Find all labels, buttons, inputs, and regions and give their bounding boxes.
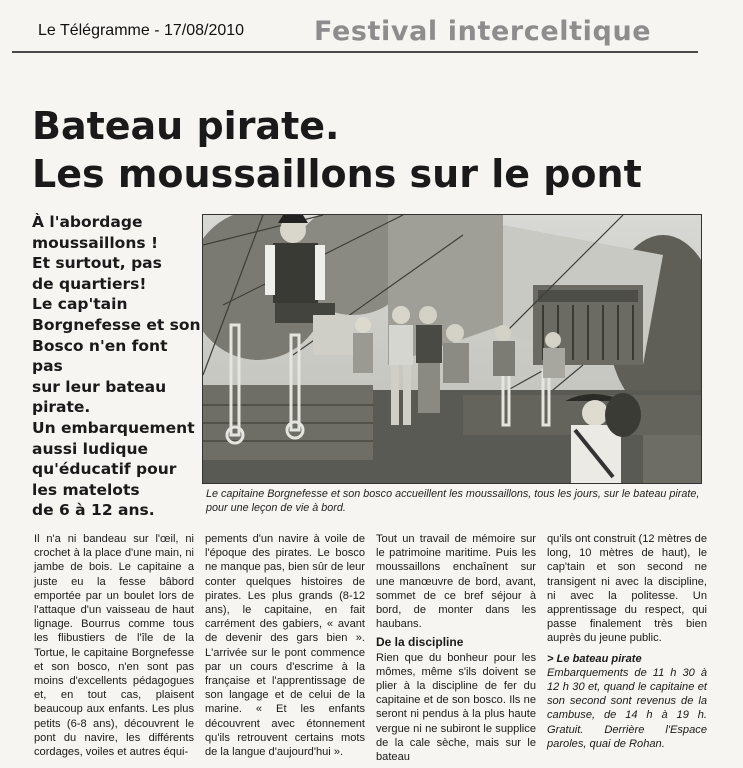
- article-column-1: [34, 532, 194, 759]
- column-text: Rien que du bonheur pour les mômes, même s'ils doivent se plier à la discipline de fer du capitaine et de son bosco. Ils ne seront ni pendus à la plus haute vergue ni ne subiront le supplice de la cale sèche, mais sur le bateau: [376, 651, 536, 764]
- pirate-ship-photo-illustration: [203, 215, 701, 483]
- lead-line: sur leur bateau: [32, 377, 167, 396]
- article-column-4: [547, 532, 707, 751]
- column-text: Tout un travail de mémoire sur le patrimoine maritime. Puis les moussaillons enchaînent sur une manœuvre de bord, avant, sommet de ce bref séjour à bord, de monter dans les haubans.: [376, 533, 536, 631]
- header-divider: [12, 51, 698, 53]
- article-column-2: [205, 532, 365, 759]
- lead-line: de 6 à 12 ans.: [32, 501, 155, 520]
- lead-line: pirate.: [32, 398, 91, 417]
- column-text: Il n'a ni bandeau sur l'œil, ni crochet à la place d'une main, ni jambe de bois. Le capitaine a juste eu la fesse bâbord emportée par un boulet lors de l'attaque d'un vaisseau de haut lignage. Bourrus comme tous les flibustiers de l'île de la Tortue, le capitaine Borgnefesse et son bosco, n'en sont pas moins d'excellents pédagogues et, en tout cas, plaisent beaucoup aux enfants. Les plus petits (6-8 ans), découvrent le pont du navire, les différents cordages, voiles et autres équi-: [34, 533, 194, 759]
- article-headline: [32, 102, 642, 198]
- lead-line: Le cap'tain: [32, 295, 128, 314]
- photo-caption: Le capitaine Borgnefesse et son bosco accueillent les moussaillons, tous les jours, sur le bateau pirate, pour une leçon de vie à bord.: [206, 488, 700, 514]
- lead-line: moussaillons !: [32, 233, 159, 252]
- lead-line: Un embarquement: [32, 418, 195, 437]
- lead-line: les matelots: [32, 480, 140, 499]
- lead-line: Bosco n'en font pas: [32, 336, 168, 376]
- headline-line-2: Les moussaillons sur le pont: [32, 152, 642, 196]
- article-lead: [32, 212, 202, 521]
- lead-line: qu'éducatif pour: [32, 460, 177, 479]
- section-title: Festival interceltique: [314, 16, 652, 47]
- subheading: De la discipline: [376, 635, 464, 650]
- info-box-text: Embarquements de 11 h 30 à 12 h 30 et, quand le capitaine et son second sont revenus de la cambuse, de 14 h à 19 h. Gratuit. Derrière l'Espace paroles, quai de Rohan.: [547, 666, 707, 750]
- lead-line: aussi ludique: [32, 439, 149, 458]
- column-text: pements d'un navire à voile de l'époque des pirates. Le bosco ne manque pas, bien sûr de leur conter quelques histoires de pirates. Les plus grands (8-12 ans), le capitaine, en fait carrément des gabiers, « avant de devenir des gars bien ». L'arrivée sur le pont commence par un cours d'escrime à la française et l'apprentissage de son langage et de celui de la marine. « Et les enfants découvrent avec étonnement qu'ils retrouvent certains mots de la langue d'aujourd'hui ».: [205, 533, 365, 759]
- lead-line: Et surtout, pas: [32, 254, 162, 273]
- lead-line: de quartiers!: [32, 274, 147, 293]
- newspaper-source: Le Télégramme - 17/08/2010: [38, 22, 245, 39]
- article-column-3: [376, 532, 536, 764]
- column-text: qu'ils ont construit (12 mètres de long, 10 mètres de haut), le cap'tain et son second ne transigent ni avec la discipline, ni avec la politesse. Un apprentissage du respect, qui passe finalement très bien auprès du jeune public.: [547, 533, 707, 645]
- lead-line: À l'abordage: [32, 213, 143, 231]
- lead-line: Borgnefesse et son: [32, 315, 201, 334]
- headline-line-1: Bateau pirate.: [32, 104, 340, 148]
- info-box-title: > Le bateau pirate: [547, 652, 642, 665]
- article-photo: [202, 214, 702, 484]
